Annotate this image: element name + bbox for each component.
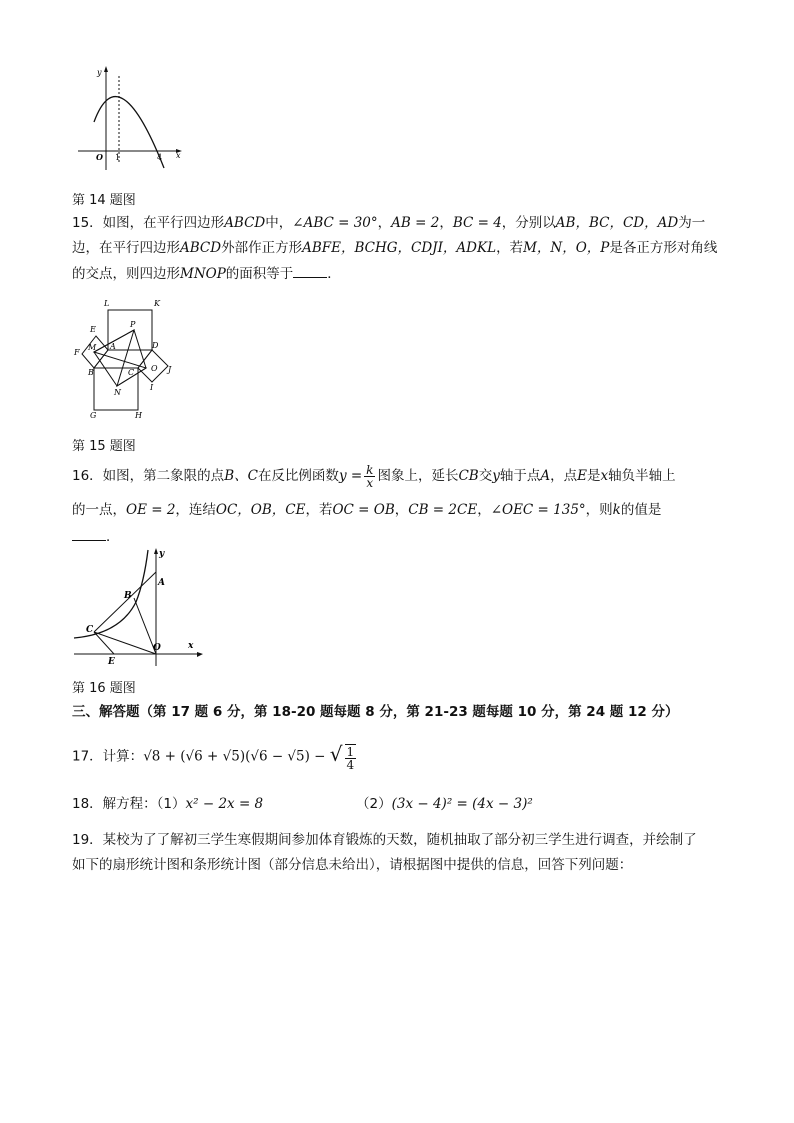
label-four: 4 — [157, 153, 163, 162]
label-origin: O — [96, 152, 103, 162]
sqrt-one-quarter: √ $\frac{1}{4}$ — [329, 742, 355, 772]
label-y: y — [97, 68, 102, 77]
label-K: K — [154, 299, 160, 308]
segment-OC — [94, 632, 156, 654]
figure-14 — [76, 64, 188, 174]
q15-line-1: 15．如图，在平行四边形ABCD中，∠ABC = 30°，AB = 2，BC = 4，分别以AB，BC，CD，AD为一 — [72, 215, 706, 231]
label-N: N — [114, 388, 121, 397]
label-C: C — [128, 368, 135, 377]
label-E: E — [90, 325, 96, 334]
answer-blank-15 — [293, 265, 327, 278]
segment-CA — [94, 572, 156, 632]
answer-blank-16 — [72, 528, 106, 541]
q16-line-2: 的一点，OE = 2，连结OC，OB，CE，若OC = OB，CB = 2CE，∠OEC = 135°，则k的值是 — [72, 502, 662, 518]
label-x: x — [176, 151, 181, 160]
label-H: H — [135, 411, 142, 420]
label-G: G — [90, 411, 97, 420]
label-I: I — [150, 383, 154, 392]
q16-line-3: ． — [72, 527, 120, 547]
label-A: A — [110, 342, 116, 351]
label-J: J — [168, 365, 172, 374]
label-D: D — [152, 341, 159, 350]
q18-part-1: 18．解方程：（1）x² − 2x = 8 — [72, 796, 264, 812]
parabola-curve — [94, 97, 164, 168]
label-F: F — [74, 348, 80, 357]
q16-line-1: 16．如图，第二象限的点B、C在反比例函数y = $\frac{k}{x}$ 图象上，延长CB交y轴于点A，点E是x轴负半轴上 — [72, 462, 676, 490]
x-axis-arrow — [197, 652, 203, 657]
fraction-k-over-x: $\frac{k}{x}$ — [366, 462, 374, 490]
figure-15 — [72, 296, 182, 424]
y-axis-arrow — [154, 548, 158, 554]
q15-line-2: 边，在平行四边形ABCD外部作正方形ABFE，BCHG，CDJI，ADKL，若M，N，O，P是各正方形对角线 — [72, 240, 718, 256]
section-3-heading: 三、解答题（第 17 题 6 分，第 18-20 题每题 8 分，第 21-23 题每题 10 分，第 24 题 12 分） — [72, 704, 679, 720]
label-O: O — [151, 364, 158, 373]
q17: 17．计算：√8 + (√6 + √5)(√6 − √5) − √ $\frac{1}{4}$ — [72, 742, 358, 771]
label-y: y — [159, 549, 165, 559]
label-one: 1 — [115, 153, 121, 162]
y-axis-arrow — [104, 66, 108, 72]
q19-line-2: 如下的扇形统计图和条形统计图（部分信息未给出），请根据图中提供的信息，回答下列问题： — [72, 857, 633, 873]
label-x: x — [188, 641, 194, 651]
label-O: O — [153, 643, 161, 653]
q19-line-1: 19．某校为了了解初三学生寒假期间参加体育锻炼的天数，随机抽取了部分初三学生进行调查，并绘制了 — [72, 832, 697, 848]
q15-line-3: 的交点，则四边形MNOP的面积等于 ． — [72, 266, 341, 282]
label-E: E — [108, 657, 115, 667]
figure-15-caption: 第 15 题图 — [72, 439, 136, 454]
figure-14-caption: 第 14 题图 — [72, 193, 136, 208]
label-C: C — [86, 625, 94, 635]
label-A: A — [158, 578, 165, 588]
figure-16-caption: 第 16 题图 — [72, 681, 136, 696]
q18-part-2: （2）(3x − 4)² = (4x − 3)² — [356, 796, 533, 812]
label-B: B — [88, 368, 94, 377]
label-L: L — [104, 299, 110, 308]
label-P: P — [130, 320, 136, 329]
label-M: M — [88, 343, 97, 352]
label-B: B — [124, 591, 132, 601]
figure-16 — [72, 546, 208, 670]
